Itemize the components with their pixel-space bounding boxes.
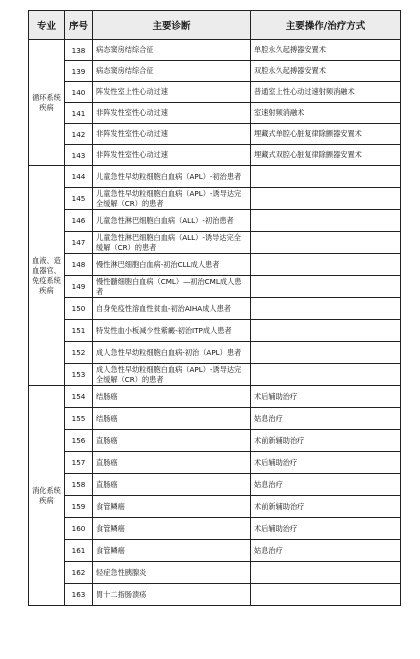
table-row bbox=[29, 166, 401, 188]
category-cell: 循环系统疾病 bbox=[29, 40, 65, 166]
table-row bbox=[29, 298, 401, 320]
table-row bbox=[29, 518, 401, 540]
table-row bbox=[29, 40, 401, 61]
diagnosis-cell: 非阵发性室性心动过速 bbox=[93, 124, 251, 145]
table-row bbox=[29, 408, 401, 430]
table-row bbox=[29, 364, 401, 386]
table-row bbox=[29, 145, 401, 166]
diagnosis-cell: 儿童急性淋巴细胞白血病（ALL）-初治患者 bbox=[93, 210, 251, 232]
row-number: 141 bbox=[65, 103, 93, 124]
diagnosis-cell: 食管鳞癌 bbox=[93, 518, 251, 540]
row-number: 138 bbox=[65, 40, 93, 61]
table-row bbox=[29, 82, 401, 103]
header-procedure: 主要操作/治疗方式 bbox=[251, 11, 401, 40]
diagnosis-cell: 胃十二指肠溃疡 bbox=[93, 584, 251, 606]
procedure-cell bbox=[251, 232, 401, 254]
diagnosis-cell: 自身免疫性溶血性贫血-初治AIHA成人患者 bbox=[93, 298, 251, 320]
row-number: 161 bbox=[65, 540, 93, 562]
category-cell: 消化系统疾病 bbox=[29, 386, 65, 606]
procedure-cell bbox=[251, 254, 401, 276]
row-number: 158 bbox=[65, 474, 93, 496]
procedure-cell: 普通室上性心动过速射频消融术 bbox=[251, 82, 401, 103]
diagnosis-cell: 直肠癌 bbox=[93, 452, 251, 474]
diagnosis-cell: 直肠癌 bbox=[93, 474, 251, 496]
table-row bbox=[29, 103, 401, 124]
procedure-cell: 埋藏式单腔心脏复律除颤器安置术 bbox=[251, 124, 401, 145]
procedure-cell bbox=[251, 342, 401, 364]
row-number: 156 bbox=[65, 430, 93, 452]
table-row bbox=[29, 61, 401, 82]
row-number: 155 bbox=[65, 408, 93, 430]
diagnosis-cell: 慢性淋巴细胞白血病-初治CLL成人患者 bbox=[93, 254, 251, 276]
table-row bbox=[29, 232, 401, 254]
procedure-cell bbox=[251, 364, 401, 386]
diagnosis-cell: 结肠癌 bbox=[93, 386, 251, 408]
table-row bbox=[29, 386, 401, 408]
row-number: 159 bbox=[65, 496, 93, 518]
procedure-cell: 术后辅助治疗 bbox=[251, 452, 401, 474]
header-category: 专业 bbox=[29, 11, 65, 40]
row-number: 154 bbox=[65, 386, 93, 408]
row-number: 142 bbox=[65, 124, 93, 145]
diagnosis-cell: 食管鳞癌 bbox=[93, 496, 251, 518]
table-row bbox=[29, 540, 401, 562]
procedure-cell: 姑息治疗 bbox=[251, 474, 401, 496]
procedure-cell: 姑息治疗 bbox=[251, 408, 401, 430]
procedure-cell: 姑息治疗 bbox=[251, 540, 401, 562]
procedure-cell: 术前新辅助治疗 bbox=[251, 430, 401, 452]
table-header-row bbox=[29, 11, 401, 40]
procedure-cell: 单腔永久起搏器安置术 bbox=[251, 40, 401, 61]
header-diagnosis: 主要诊断 bbox=[93, 11, 251, 40]
table-row bbox=[29, 188, 401, 210]
table-row bbox=[29, 430, 401, 452]
procedure-cell: 术后辅助治疗 bbox=[251, 518, 401, 540]
row-number: 152 bbox=[65, 342, 93, 364]
diagnosis-cell: 成人急性早幼粒细胞白血病-初治（APL）患者 bbox=[93, 342, 251, 364]
diagnosis-cell: 成人急性早幼粒细胞白血病（APL）-诱导达完全缓解（CR）的患者 bbox=[93, 364, 251, 386]
row-number: 157 bbox=[65, 452, 93, 474]
row-number: 162 bbox=[65, 562, 93, 584]
row-number: 143 bbox=[65, 145, 93, 166]
row-number: 140 bbox=[65, 82, 93, 103]
category-cell: 血液、造血器官、免疫系统疾病 bbox=[29, 166, 65, 386]
procedure-cell bbox=[251, 298, 401, 320]
row-number: 139 bbox=[65, 61, 93, 82]
table-row bbox=[29, 562, 401, 584]
procedure-cell: 室速射频消融术 bbox=[251, 103, 401, 124]
row-number: 153 bbox=[65, 364, 93, 386]
diagnosis-cell: 轻症急性胰腺炎 bbox=[93, 562, 251, 584]
diagnosis-cell: 儿童急性早幼粒细胞白血病（APL）-初治患者 bbox=[93, 166, 251, 188]
diagnosis-cell: 特发性血小板减少性紫癜-初治ITP成人患者 bbox=[93, 320, 251, 342]
row-number: 144 bbox=[65, 166, 93, 188]
diagnosis-cell: 儿童急性淋巴细胞白血病（ALL）-诱导达完全缓解（CR）的患者 bbox=[93, 232, 251, 254]
diagnosis-cell: 慢性髓细胞白血病（CML）—初治CML成人患者 bbox=[93, 276, 251, 298]
diagnosis-cell: 结肠癌 bbox=[93, 408, 251, 430]
procedure-cell: 术前新辅助治疗 bbox=[251, 496, 401, 518]
table-row bbox=[29, 254, 401, 276]
diagnosis-cell: 阵发性室上性心动过速 bbox=[93, 82, 251, 103]
diagnosis-cell: 非阵发性室性心动过速 bbox=[93, 145, 251, 166]
diagnosis-cell: 非阵发性室性心动过速 bbox=[93, 103, 251, 124]
row-number: 149 bbox=[65, 276, 93, 298]
header-number: 序号 bbox=[65, 11, 93, 40]
table-row bbox=[29, 342, 401, 364]
procedure-cell: 双腔永久起搏器安置术 bbox=[251, 61, 401, 82]
table-row bbox=[29, 320, 401, 342]
diagnosis-cell: 食管鳞癌 bbox=[93, 540, 251, 562]
diagnosis-cell: 病态窦房结综合征 bbox=[93, 40, 251, 61]
procedure-cell bbox=[251, 210, 401, 232]
table-row bbox=[29, 496, 401, 518]
table-row bbox=[29, 276, 401, 298]
table-row bbox=[29, 210, 401, 232]
row-number: 146 bbox=[65, 210, 93, 232]
table-row bbox=[29, 124, 401, 145]
procedure-cell bbox=[251, 584, 401, 606]
diagnosis-cell: 直肠癌 bbox=[93, 430, 251, 452]
procedure-cell bbox=[251, 166, 401, 188]
row-number: 160 bbox=[65, 518, 93, 540]
procedure-cell: 术后辅助治疗 bbox=[251, 386, 401, 408]
procedure-cell bbox=[251, 320, 401, 342]
table-row bbox=[29, 452, 401, 474]
row-number: 148 bbox=[65, 254, 93, 276]
row-number: 151 bbox=[65, 320, 93, 342]
procedure-cell bbox=[251, 188, 401, 210]
procedure-cell: 埋藏式双腔心脏复律除颤器安置术 bbox=[251, 145, 401, 166]
row-number: 163 bbox=[65, 584, 93, 606]
table-row bbox=[29, 584, 401, 606]
procedure-cell bbox=[251, 562, 401, 584]
row-number: 147 bbox=[65, 232, 93, 254]
row-number: 150 bbox=[65, 298, 93, 320]
diagnosis-cell: 儿童急性早幼粒细胞白血病（APL）-诱导达完全缓解（CR）的患者 bbox=[93, 188, 251, 210]
diagnosis-cell: 病态窦房结综合征 bbox=[93, 61, 251, 82]
table-body bbox=[29, 40, 401, 606]
procedure-cell bbox=[251, 276, 401, 298]
table-row bbox=[29, 474, 401, 496]
row-number: 145 bbox=[65, 188, 93, 210]
diagnosis-table bbox=[28, 10, 401, 606]
